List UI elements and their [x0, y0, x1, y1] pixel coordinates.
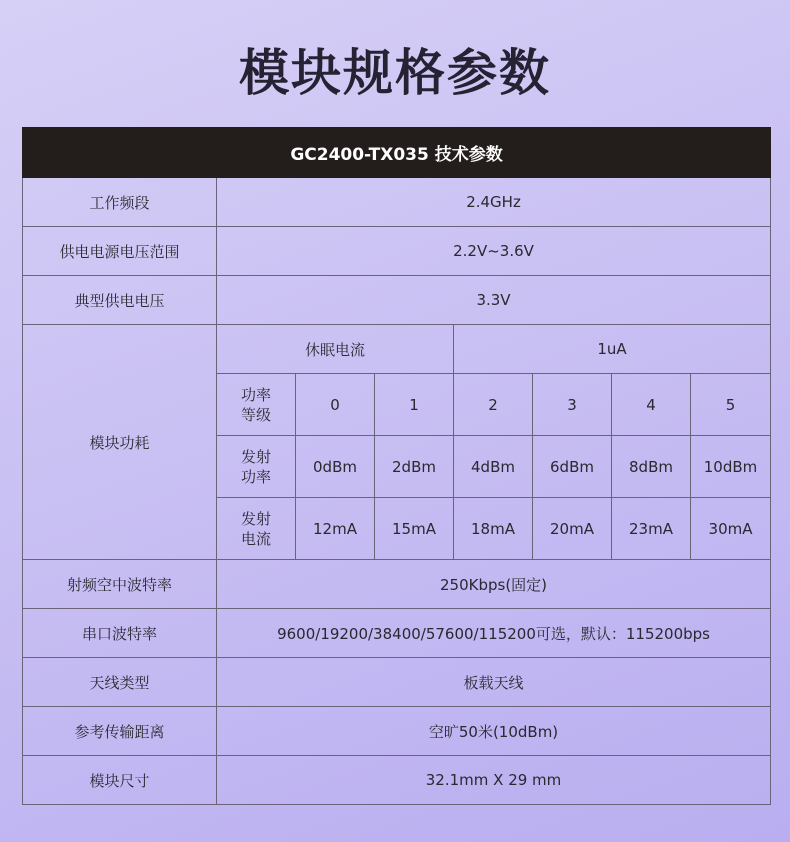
- sleep-current-label: 休眠电流: [217, 325, 454, 374]
- row-label: 供电电源电压范围: [23, 227, 217, 276]
- tx-power-label: 发射 功率: [217, 436, 296, 498]
- row-label: 典型供电电压: [23, 276, 217, 325]
- spec-table: [22, 127, 771, 805]
- row-value: 2.4GHz: [217, 178, 771, 227]
- sleep-current-value: 1uA: [454, 325, 771, 374]
- page-title: 模块规格参数: [239, 44, 551, 102]
- table-row: [23, 178, 771, 227]
- table-row: [23, 756, 771, 805]
- power-level-label: 功率 等级: [217, 374, 296, 436]
- power-sleep-row: [23, 325, 771, 374]
- tx-current-cell: 18mA: [454, 498, 533, 560]
- tx-power-cell: 8dBm: [612, 436, 691, 498]
- row-label: 参考传输距离: [23, 707, 217, 756]
- tx-power-cell: 2dBm: [375, 436, 454, 498]
- row-label: 模块尺寸: [23, 756, 217, 805]
- table-row: [23, 707, 771, 756]
- power-level-cell: 2: [454, 374, 533, 436]
- tx-power-cell: 6dBm: [533, 436, 612, 498]
- row-value: 空旷50米(10dBm): [217, 707, 771, 756]
- table-row: [23, 227, 771, 276]
- table-row: [23, 658, 771, 707]
- row-value: 9600/19200/38400/57600/115200可选，默认：115200bps: [217, 609, 771, 658]
- table-row: [23, 560, 771, 609]
- power-level-cell: 5: [691, 374, 771, 436]
- tx-current-cell: 30mA: [691, 498, 771, 560]
- table-row: [23, 276, 771, 325]
- power-level-cell: 3: [533, 374, 612, 436]
- row-label: 射频空中波特率: [23, 560, 217, 609]
- tx-current-cell: 20mA: [533, 498, 612, 560]
- tx-power-cell: 0dBm: [296, 436, 375, 498]
- tx-current-cell: 23mA: [612, 498, 691, 560]
- power-level-cell: 0: [296, 374, 375, 436]
- row-label: 串口波特率: [23, 609, 217, 658]
- row-value: 3.3V: [217, 276, 771, 325]
- power-level-cell: 4: [612, 374, 691, 436]
- tx-power-cell: 10dBm: [691, 436, 771, 498]
- row-label: 工作频段: [23, 178, 217, 227]
- tx-current-cell: 12mA: [296, 498, 375, 560]
- row-value: 板载天线: [217, 658, 771, 707]
- tx-current-cell: 15mA: [375, 498, 454, 560]
- tx-current-label: 发射 电流: [217, 498, 296, 560]
- tx-power-cell: 4dBm: [454, 436, 533, 498]
- power-level-cell: 1: [375, 374, 454, 436]
- row-label: 天线类型: [23, 658, 217, 707]
- row-value: 32.1mm X 29 mm: [217, 756, 771, 805]
- row-value: 2.2V~3.6V: [217, 227, 771, 276]
- table-row: [23, 609, 771, 658]
- row-value: 250Kbps(固定): [217, 560, 771, 609]
- power-label: 模块功耗: [23, 325, 217, 560]
- table-header: GC2400-TX035 技术参数: [23, 128, 771, 178]
